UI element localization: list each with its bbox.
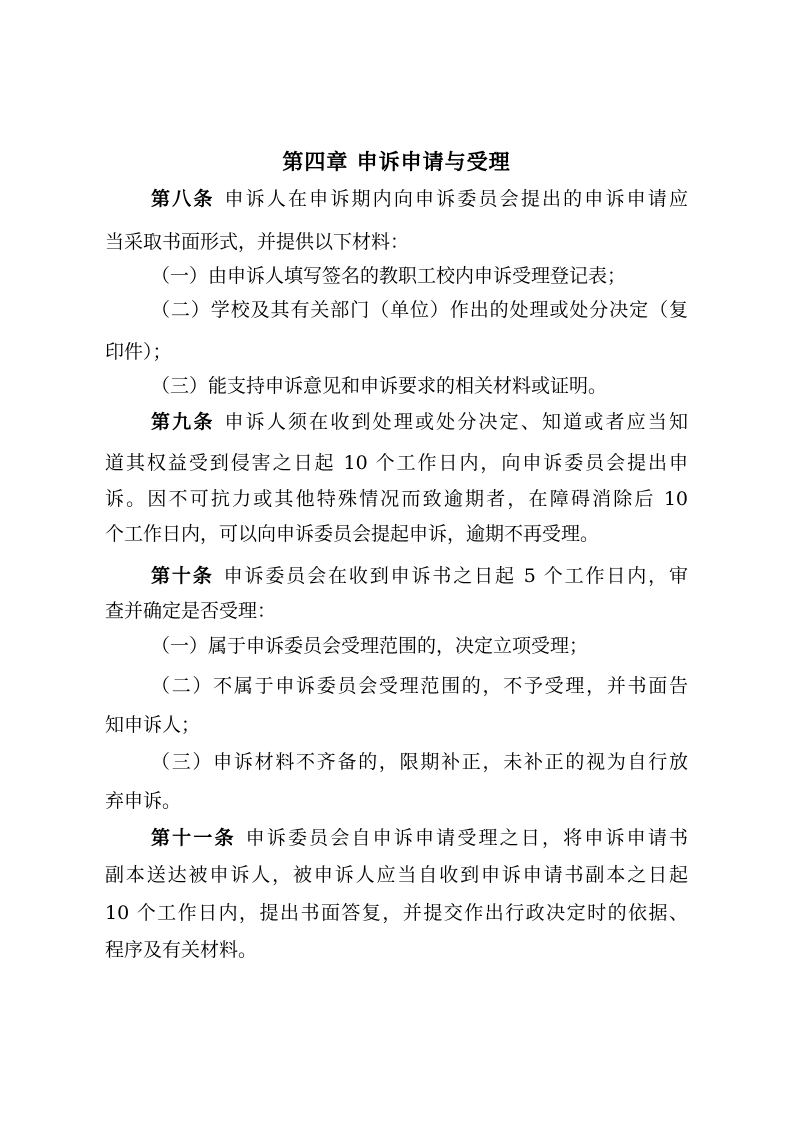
article8-item2-line2: 印件）； <box>105 341 172 363</box>
article8-item3: （三）能支持申诉意见和申诉要求的相关材料或证明。 <box>151 375 608 397</box>
article8-number: 第八条 <box>151 188 215 210</box>
article10-item3-line2: 弃申诉。 <box>105 790 182 812</box>
article8-line1 <box>151 185 688 213</box>
article10-line2: 查并确定是否受理： <box>105 600 277 622</box>
article8-item1: （一）由申诉人填写签名的教职工校内申诉受理登记表； <box>151 265 627 287</box>
article11-line4: 程序及有关材料。 <box>105 939 258 961</box>
article9-line4: 个工作日内，可以向申诉委员会提起申诉，逾期不再受理。 <box>105 523 600 545</box>
article11-line2: 副本送达被申诉人，被申诉人应当自收到申诉申请书副本之日起 <box>105 864 688 886</box>
article9-text1: 申诉人须在收到处理或处分决定、知道或者应当知 <box>224 411 688 433</box>
article10-line1 <box>151 562 688 590</box>
article11-text1: 申诉委员会自申诉申请受理之日，将申诉申请书 <box>245 827 688 849</box>
article9-line2: 道其权益受到侵害之日起 10 个工作日内，向申诉委员会提出申 <box>105 452 688 474</box>
article9-line1 <box>151 408 688 436</box>
article8-text1: 申诉人在申诉期内向申诉委员会提出的申诉申请应 <box>224 188 688 210</box>
article8-item2-line1: （二）学校及其有关部门（单位）作出的处理或处分决定（复 <box>151 299 688 321</box>
article11-line3: 10 个工作日内，提出书面答复，并提交作出行政决定时的依据、 <box>105 902 688 924</box>
article10-text1: 申诉委员会在收到申诉书之日起 5 个工作日内，审 <box>223 565 688 587</box>
article9-line3: 诉。因不可抗力或其他特殊情况而致逾期者，在障碍消除后 10 <box>105 488 688 510</box>
article8-line2: 当采取书面形式，并提供以下材料： <box>105 231 410 253</box>
chapter-title: 第四章 申诉申请与受理 <box>282 150 511 174</box>
article10-item2-line2: 知申诉人； <box>105 714 201 736</box>
article11-line1 <box>151 824 688 852</box>
article10-number: 第十条 <box>151 565 214 587</box>
article10-item1: （一）属于申诉委员会受理范围的，决定立项受理； <box>151 635 589 657</box>
article11-number: 第十一条 <box>151 827 236 849</box>
article10-item2-line1: （二）不属于申诉委员会受理范围的，不予受理，并书面告 <box>151 675 688 697</box>
article9-number: 第九条 <box>151 411 215 433</box>
article10-item3-line1: （三）申诉材料不齐备的，限期补正，未补正的视为自行放 <box>151 751 688 773</box>
